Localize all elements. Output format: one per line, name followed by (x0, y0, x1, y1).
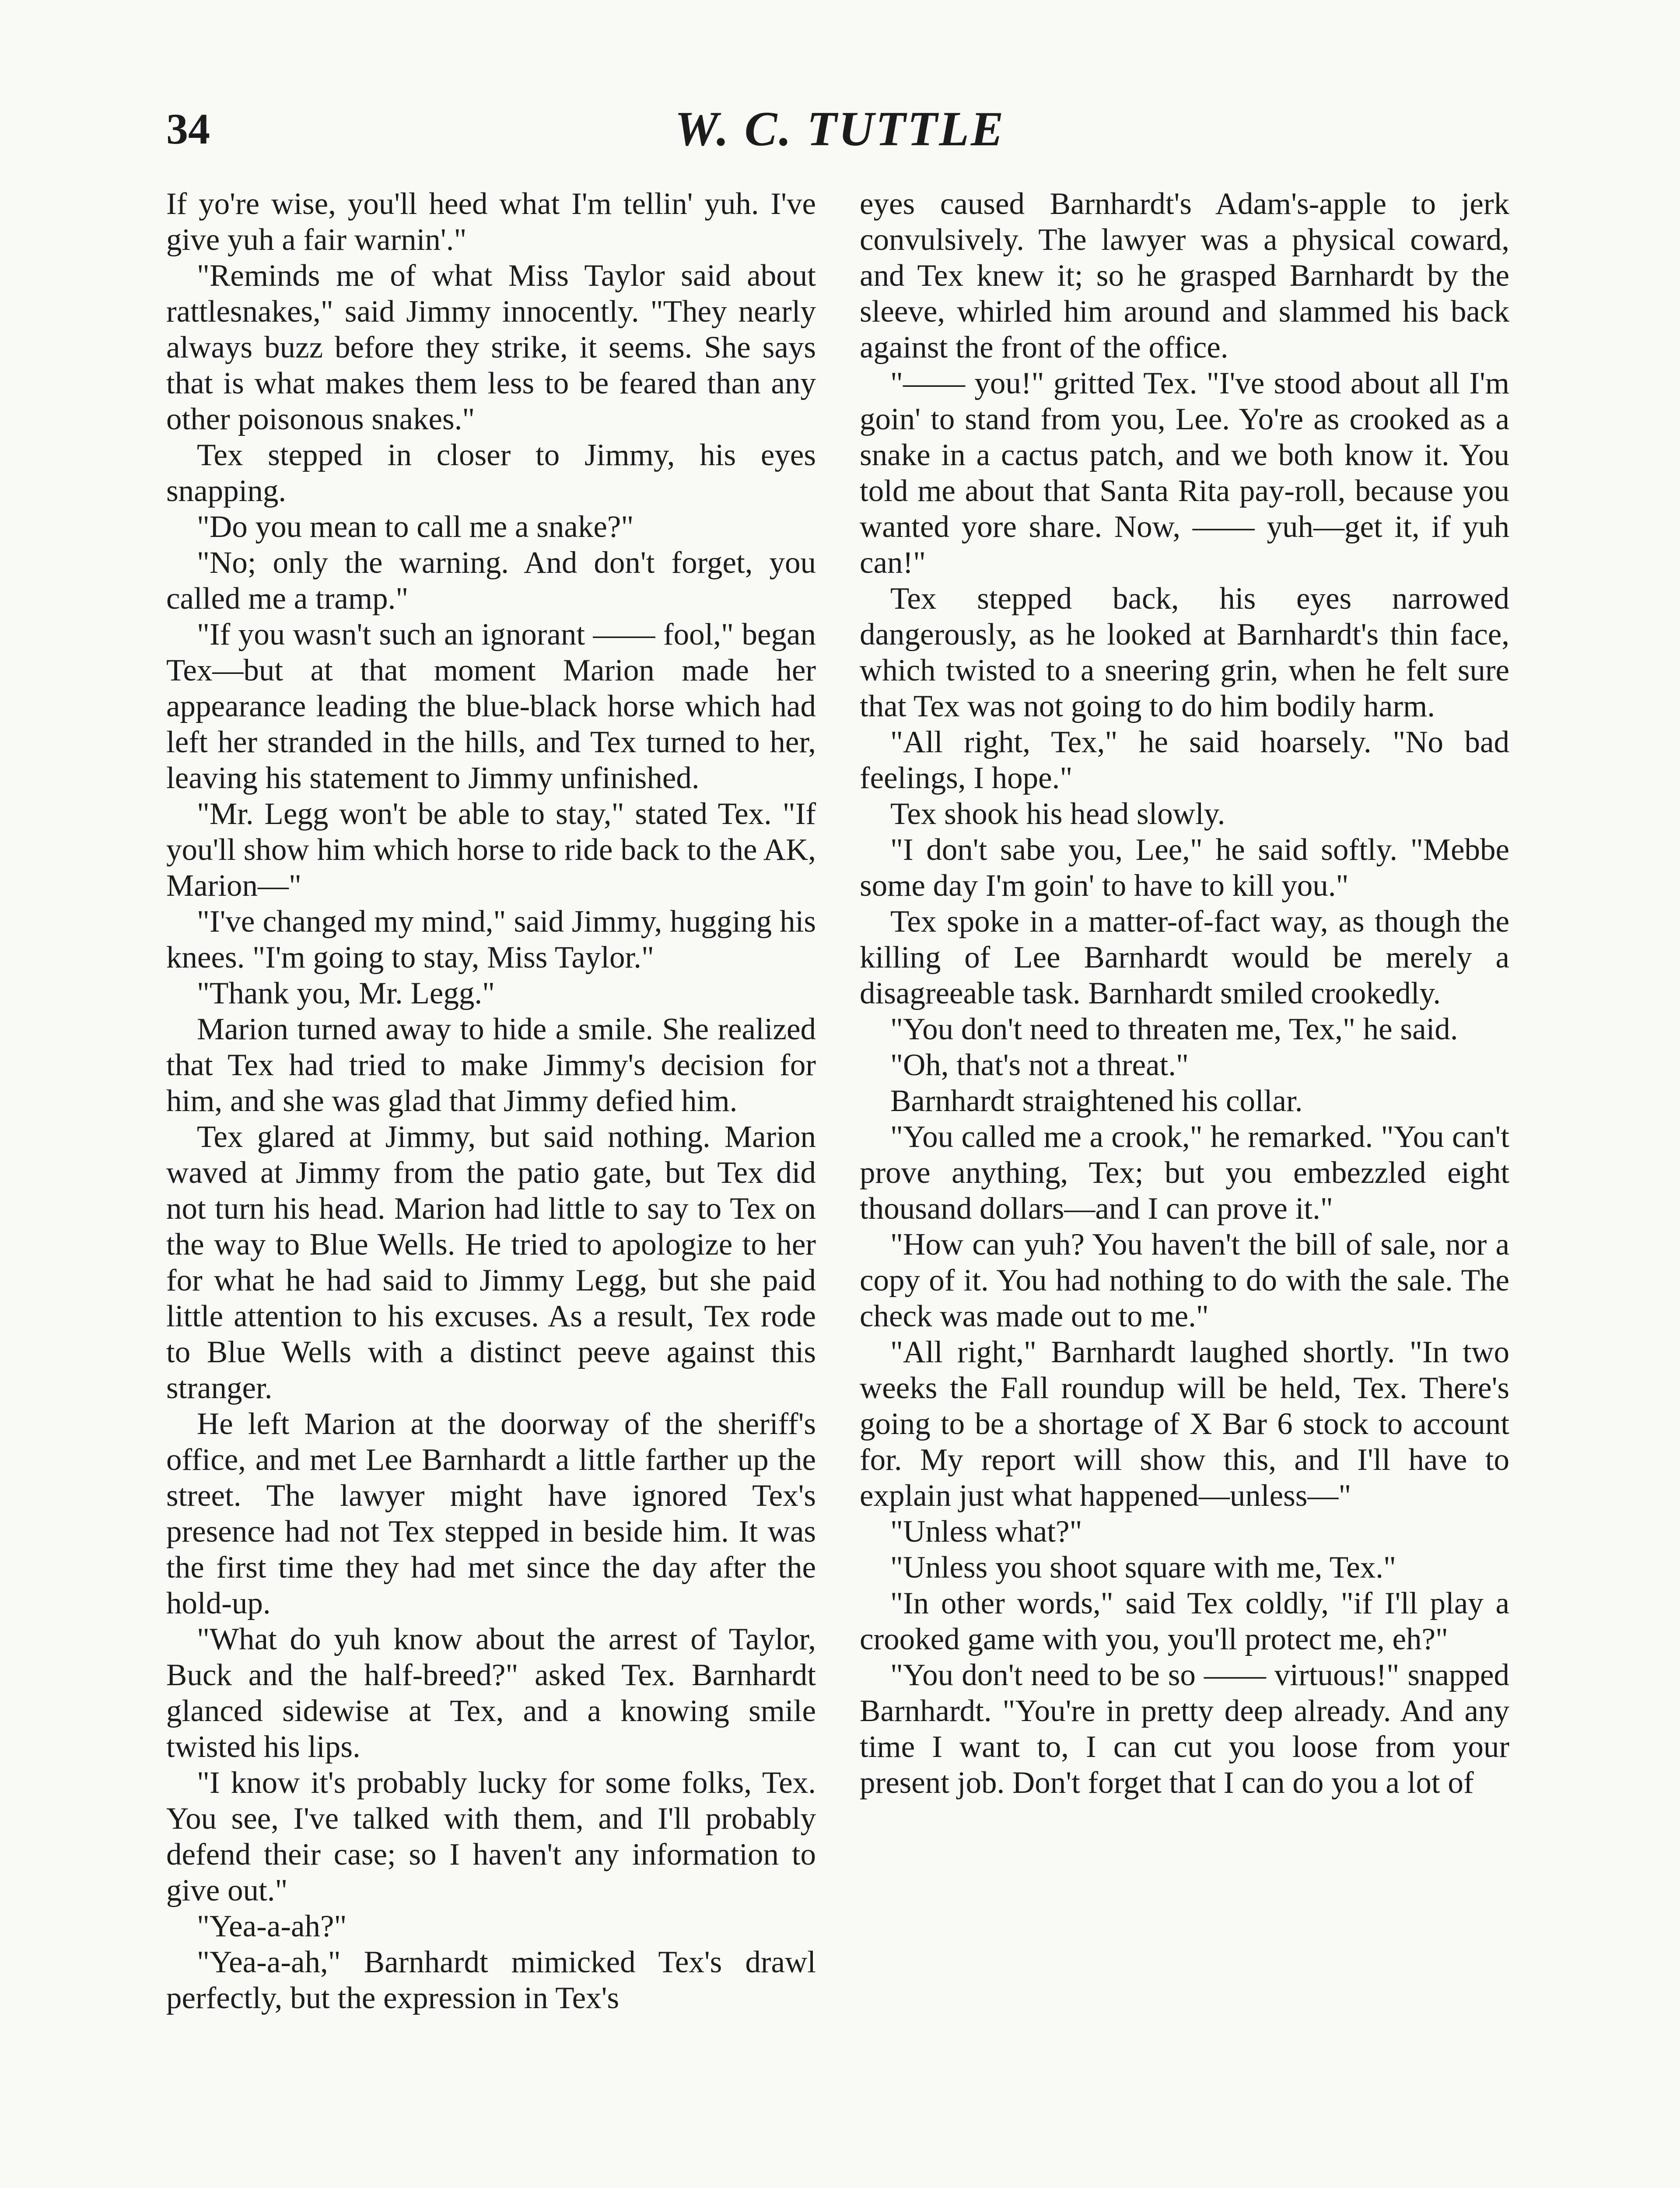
paragraph: eyes caused Barnhardt's Adam's-apple to jerk convulsively. The lawyer was a physical coward, and Tex knew it; so he grasped Barnhardt by the sleeve, whirled him around and slammed his back against the front of the office. (860, 187, 1509, 365)
paragraph: "In other words," said Tex coldly, "if I'll play a crooked game with you, you'll protect me, eh?" (860, 1586, 1509, 1656)
paragraph: Barnhardt straightened his collar. (890, 1084, 1303, 1118)
running-head: W. C. TUTTLE (675, 102, 1005, 156)
paragraph: "You don't need to be so —— virtuous!" snapped Barnhardt. "You're in pretty deep already. And any time I want to, I can cut you loose from your present job. Don't forget that I can do you a lot of (860, 1658, 1509, 1800)
page-number: 34 (166, 105, 210, 153)
paragraph: "Reminds me of what Miss Taylor said about rattlesnakes," said Jimmy innocently. "They nearly always buzz before they strike, it seems. She says that is what makes them less to be feared than any other poisonous snakes." (166, 259, 816, 436)
paragraph: Marion turned away to hide a smile. She realized that Tex had tried to make Jimmy's decision for him, and she was glad that Jimmy defied him. (166, 1012, 816, 1118)
paragraph: "—— you!" gritted Tex. "I've stood about all I'm goin' to stand from you, Lee. Yo're as crooked as a snake in a cactus patch, and we both know it. You told me about that Santa Rita pay-roll, because you wanted yore share. Now, —— yuh—get it, if yuh can!" (860, 366, 1509, 580)
paragraph: Tex stepped in closer to Jimmy, his eyes snapping. (166, 438, 816, 508)
paragraph: "All right," Barnhardt laughed shortly. "In two weeks the Fall roundup will be held, Tex. There's going to be a shortage of X Bar 6 stock to account for. My report will show this, and I'll have to explain just what happened—unless—" (860, 1335, 1509, 1513)
paragraph: "Thank you, Mr. Legg." (197, 976, 495, 1010)
paragraph: "How can yuh? You haven't the bill of sale, nor a copy of it. You had nothing to do with the sale. The check was made out to me." (860, 1227, 1509, 1333)
paragraph: "Unless you shoot square with me, Tex." (890, 1550, 1396, 1585)
paragraph: "You called me a crook," he remarked. "You can't prove anything, Tex; but you embezzled eight thousand dollars—and I can prove it." (860, 1120, 1509, 1226)
paragraph: "I know it's probably lucky for some folks, Tex. You see, I've talked with them, and I'll probably defend their case; so I haven't any information to give out." (166, 1766, 816, 1907)
paragraph: Tex stepped back, his eyes narrowed dangerously, as he looked at Barnhardt's thin face, which twisted to a sneering grin, when he felt sure that Tex was not going to do him bodily harm. (860, 582, 1509, 723)
paragraph: He left Marion at the doorway of the sheriff's office, and met Lee Barnhardt a little farther up the street. The lawyer might have ignored Tex's presence had not Tex stepped in beside him. It was the first time they had met since the day after the hold-up. (166, 1407, 816, 1620)
paragraph: "Oh, that's not a threat." (890, 1048, 1189, 1082)
paragraph: "Yea-a-ah," Barnhardt mimicked Tex's drawl perfectly, but the expression in Tex's (166, 1945, 816, 2015)
paragraph: "Mr. Legg won't be able to stay," stated Tex. "If you'll show him which horse to ride back to the AK, Marion—" (166, 797, 816, 903)
paragraph: "If you wasn't such an ignorant —— fool," began Tex—but at that moment Marion made her appearance leading the blue-black horse which had left her stranded in the hills, and Tex turned to her, leaving his statement to Jimmy unfinished. (166, 617, 816, 795)
paragraph: "I've changed my mind," said Jimmy, hugging his knees. "I'm going to stay, Miss Taylor." (166, 905, 816, 975)
right-column (860, 186, 1509, 1801)
paragraph: Tex glared at Jimmy, but said nothing. Marion waved at Jimmy from the patio gate, but Tex did not turn his head. Marion had little to say to Tex on the way to Blue Wells. He tried to apologize to her for what he had said to Jimmy Legg, but she paid little attention to his excuses. As a result, Tex rode to Blue Wells with a distinct peeve against this stranger. (166, 1120, 816, 1405)
paragraph: "I don't sabe you, Lee," he said softly. "Mebbe some day I'm goin' to have to kill you." (860, 833, 1509, 903)
page-header (166, 98, 1514, 160)
left-column (166, 186, 816, 2016)
paragraph: "You don't need to threaten me, Tex," he said. (890, 1012, 1458, 1046)
paragraph: "Unless what?" (890, 1515, 1082, 1549)
paragraph: Tex spoke in a matter-of-fact way, as though the killing of Lee Barnhardt would be merely a disagreeable task. Barnhardt smiled crookedly. (860, 905, 1509, 1010)
paragraph: "What do yuh know about the arrest of Taylor, Buck and the half-breed?" asked Tex. Barnhardt glanced sidewise at Tex, and a knowing smile twisted his lips. (166, 1622, 816, 1764)
paragraph: "All right, Tex," he said hoarsely. "No bad feelings, I hope." (860, 725, 1509, 795)
paragraph: "No; only the warning. And don't forget, you called me a tramp." (166, 546, 816, 616)
paragraph: If yo're wise, you'll heed what I'm tellin' yuh. I've give yuh a fair warnin'." (166, 187, 816, 257)
paragraph: Tex shook his head slowly. (890, 797, 1225, 831)
paragraph: "Yea-a-ah?" (197, 1909, 347, 1943)
paragraph: "Do you mean to call me a snake?" (197, 510, 634, 544)
